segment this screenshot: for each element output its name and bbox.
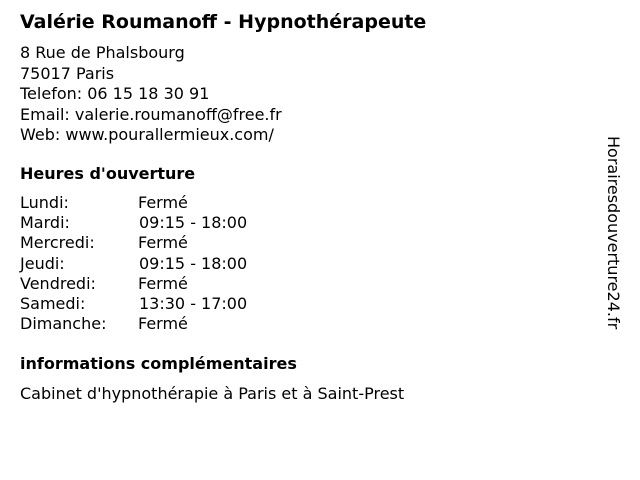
address-street: 8 Rue de Phalsbourg: [20, 43, 185, 62]
day-hours: Fermé: [138, 193, 188, 212]
day-hours: Fermé: [138, 233, 188, 253]
day-label: Dimanche:: [20, 314, 107, 334]
day-label: Mercredi:: [20, 233, 95, 253]
day-label: Vendredi:: [20, 273, 96, 293]
opening-hours-heading: Heures d'ouverture: [20, 164, 196, 183]
additional-info-text: Cabinet d'hypnothérapie à Paris et à Saint-Prest: [20, 384, 405, 403]
day-hours: Fermé: [138, 314, 188, 334]
day-hours: Fermé: [138, 273, 188, 293]
day-hours: 13:30 - 17:00: [139, 293, 248, 313]
website-url: Web: www.pourallermieux.com/: [20, 125, 274, 144]
contact-block: [20, 43, 282, 146]
site-watermark: Horairesdouverture24.fr: [604, 136, 623, 330]
phone-number: Telefon: 06 15 18 30 91: [20, 84, 210, 103]
day-label: Lundi:: [20, 193, 69, 212]
email-address: Email: valerie.roumanoff@free.fr: [20, 104, 282, 124]
additional-info-heading: informations complémentaires: [20, 354, 297, 373]
day-label: Jeudi:: [20, 253, 65, 273]
address-city: 75017 Paris: [20, 63, 115, 83]
day-label: Mardi:: [20, 213, 70, 233]
day-hours: 09:15 - 18:00: [139, 213, 248, 233]
page-title: Valérie Roumanoff - Hypnothérapeute: [20, 11, 427, 33]
day-hours: 09:15 - 18:00: [139, 253, 248, 273]
day-label: Samedi:: [20, 293, 86, 313]
